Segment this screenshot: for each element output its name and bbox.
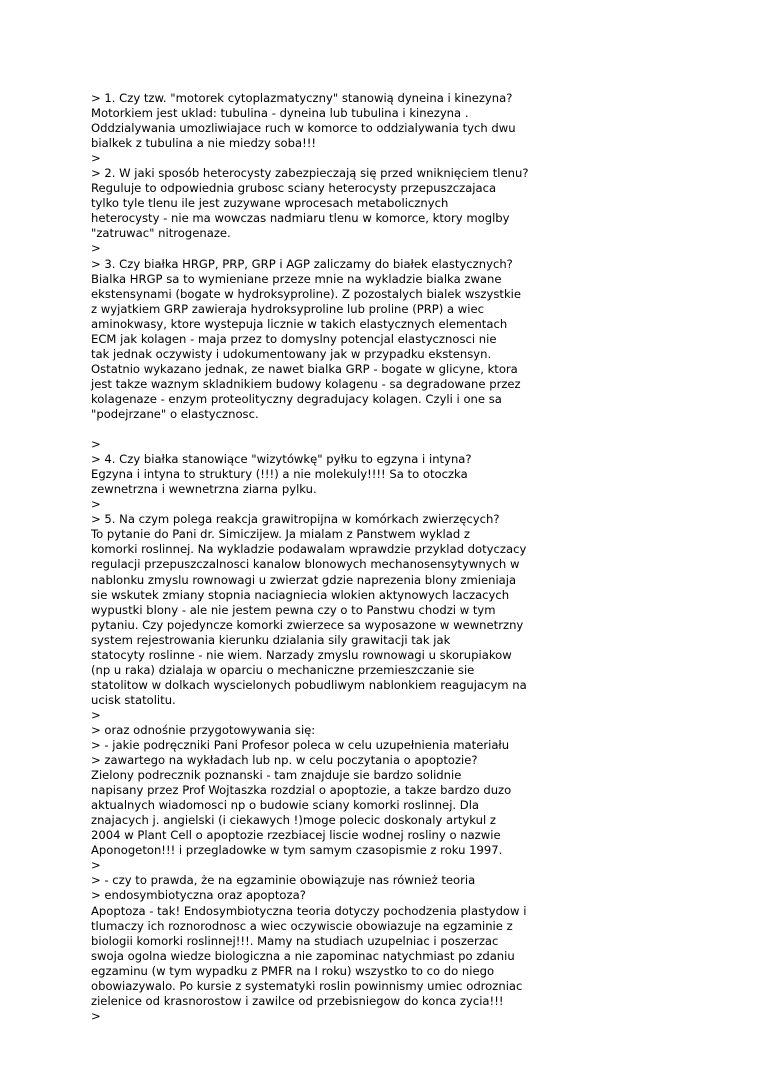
text-line: bialkek z tubulina a nie miedzy soba!!!	[91, 136, 317, 151]
text-line: system rejestrowania kierunku dzialania sily grawitacji tak jak	[91, 632, 451, 647]
text-line: kolagenaze - enzym proteolityczny degradujacy kolagen. Czyli i one sa	[91, 391, 502, 406]
text-line: napisany przez Prof Wojtaszka rozdzial o apoptozie, a takze bardzo duzo	[91, 783, 512, 798]
quote-marker-line: >	[91, 151, 101, 166]
text-line: heterocysty - nie ma wowczas nadmiaru tlenu w komorce, ktory moglby	[91, 211, 510, 226]
quote-marker-line: >	[91, 437, 101, 452]
text-line: komorki roslinnej. Na wykladzie podawalam wprawdzie przyklad dotyczacy	[91, 542, 527, 557]
quoted-question-line: > oraz odnośnie przygotowywania się:	[91, 722, 316, 737]
text-line: statocyty roslinne - nie wiem. Narzady zmyslu rownowagi u skorupiakow	[91, 647, 512, 662]
text-line: Oddzialywania umozliwiajace ruch w komorce to oddzialywania tych dwu	[91, 121, 516, 136]
text-line: "zatruwac" nitrogenaze.	[91, 226, 231, 241]
quoted-question-line: > endosymbiotyczna oraz apoptoza?	[91, 888, 306, 903]
text-line: pytaniu. Czy pojedyncze komorki zwierzece sa wyposazone w wewnetrzny	[91, 617, 524, 632]
text-line: ekstensynami (bogate w hydroksyproline). Z pozostalych bialek wszystkie	[91, 286, 522, 301]
quoted-question-line: > 2. W jaki sposób heterocysty zabezpieczają się przed wniknięciem tlenu?	[91, 166, 529, 181]
quoted-question-line: > 3. Czy białka HRGP, PRP, GRP i AGP zaliczamy do białek elastycznych?	[91, 256, 513, 271]
quote-marker-line: >	[91, 497, 101, 512]
text-line: zewnetrzna i wewnetrzna ziarna pylku.	[91, 482, 317, 497]
text-line: aminokwasy, ktore wystepuja licznie w takich elastycznych elementach	[91, 316, 508, 331]
quote-marker-line: >	[91, 1008, 101, 1023]
text-line: To pytanie do Pani dr. Simiczijew. Ja mialam z Panstwem wyklad z	[91, 527, 470, 542]
quoted-question-line: > - jakie podręczniki Pani Profesor poleca w celu uzupełnienia materiału	[91, 738, 510, 753]
text-line: tylko tyle tlenu ile jest zuzywane wprocesach metabolicznych	[91, 196, 449, 211]
text-line: "podejrzane" o elastycznosc.	[91, 406, 259, 421]
text-line: swoja ogolna wiedze biologiczna a nie zapominac natychmiast po zdaniu	[91, 948, 515, 963]
text-line: Bialka HRGP sa to wymieniane przeze mnie na wykladzie bialka zwane	[91, 271, 502, 286]
text-line: nablonku zmyslu rownowagi u zwierzat gdzie naprezenia blony zmieniaja	[91, 572, 517, 587]
quoted-question-line: > 4. Czy białka stanowiące "wizytówkę" pyłku to egzyna i intyna?	[91, 452, 472, 467]
text-line: regulacji przepuszczalnosci kanalow blonowych mechanosensytywnych w	[91, 557, 520, 572]
text-line: tlumaczy ich roznorodnosc a wiec oczywiscie obowiazuje na egzaminie z	[91, 918, 513, 933]
document-body	[91, 91, 541, 1024]
text-line: znajacych j. angielski (i ciekawych !)moge polecic doskonaly artykul z	[91, 813, 496, 828]
quoted-question-line: > 5. Na czym polega reakcja grawitropijna w komórkach zwierzęcych?	[91, 512, 500, 527]
quoted-question-line: > - czy to prawda, że na egzaminie obowiązuje nas również teoria	[91, 873, 476, 888]
quoted-question-line: > zawartego na wykładach lub np. w celu poczytania o apoptozie?	[91, 753, 478, 768]
quoted-question-line: > 1. Czy tzw. "motorek cytoplazmatyczny" stanowią dyneina i kinezyna?	[91, 91, 513, 105]
text-line: Reguluje to odpowiednia grubosc sciany heterocysty przepuszczajaca	[91, 181, 497, 196]
text-line: egzaminu (w tym wypadku z PMFR na I roku) wszystko to co do niego	[91, 963, 495, 978]
blank-line	[91, 422, 541, 437]
text-line: tak jednak oczywisty i udokumentowany jak w przypadku ekstensyn.	[91, 346, 492, 361]
text-line: biologii komorki roslinnej!!!. Mamy na studiach uzupelniac i poszerzac	[91, 933, 499, 948]
text-line: 2004 w Plant Cell o apoptozie rzezbiacej liscie wodnej rosliny o nazwie	[91, 828, 501, 843]
text-line: sie wskutek zmiany stopnia naciagniecia wlokien aktynowych laczacych	[91, 587, 510, 602]
text-line: Apoptoza - tak! Endosymbiotyczna teoria dotyczy pochodzenia plastydow i	[91, 903, 527, 918]
text-line: aktualnych wiadomosci np o budowie sciany komorki roslinnej. Dla	[91, 798, 480, 813]
quote-marker-line: >	[91, 241, 101, 256]
text-line: Aponogeton!!! i przegladowke w tym samym czasopismie z roku 1997.	[91, 843, 503, 858]
text-line: ucisk statolitu.	[91, 692, 176, 707]
quote-marker-line: >	[91, 707, 101, 722]
text-line: statolitow w dolkach wyscielonych pobudliwym nablonkiem reagujacym na	[91, 677, 527, 692]
text-line: obowiazywalo. Po kursie z systematyki roslin powinnismy umiec odrozniac	[91, 978, 523, 993]
text-line: wypustki blony - ale nie jestem pewna czy o to Panstwu chodzi w tym	[91, 602, 496, 617]
text-line: jest takze waznym skladnikiem budowy kolagenu - sa degradowane przez	[91, 376, 521, 391]
text-line: Zielony podrecznik poznanski - tam znajduje sie bardzo solidnie	[91, 768, 462, 783]
text-line: zielenice od krasnorostow i zawilce od przebisniegow do konca zycia!!!	[91, 993, 504, 1008]
text-line: z wyjatkiem GRP zawieraja hydroksyproline lub proline (PRP) a wiec	[91, 301, 484, 316]
quote-marker-line: >	[91, 858, 101, 873]
text-line: Egzyna i intyna to struktury (!!!) a nie molekuly!!!! Sa to otoczka	[91, 467, 468, 482]
text-line: (np u raka) dzialaja w oparciu o mechaniczne przemieszczanie sie	[91, 662, 475, 677]
text-line: ECM jak kolagen - maja przez to domyslny potencjal elastycznosci nie	[91, 331, 497, 346]
text-line: Motorkiem jest uklad: tubulina - dyneina lub tubulina i kinezyna .	[91, 106, 469, 121]
text-line: Ostatnio wykazano jednak, ze nawet bialka GRP - bogate w glicyne, ktora	[91, 361, 518, 376]
